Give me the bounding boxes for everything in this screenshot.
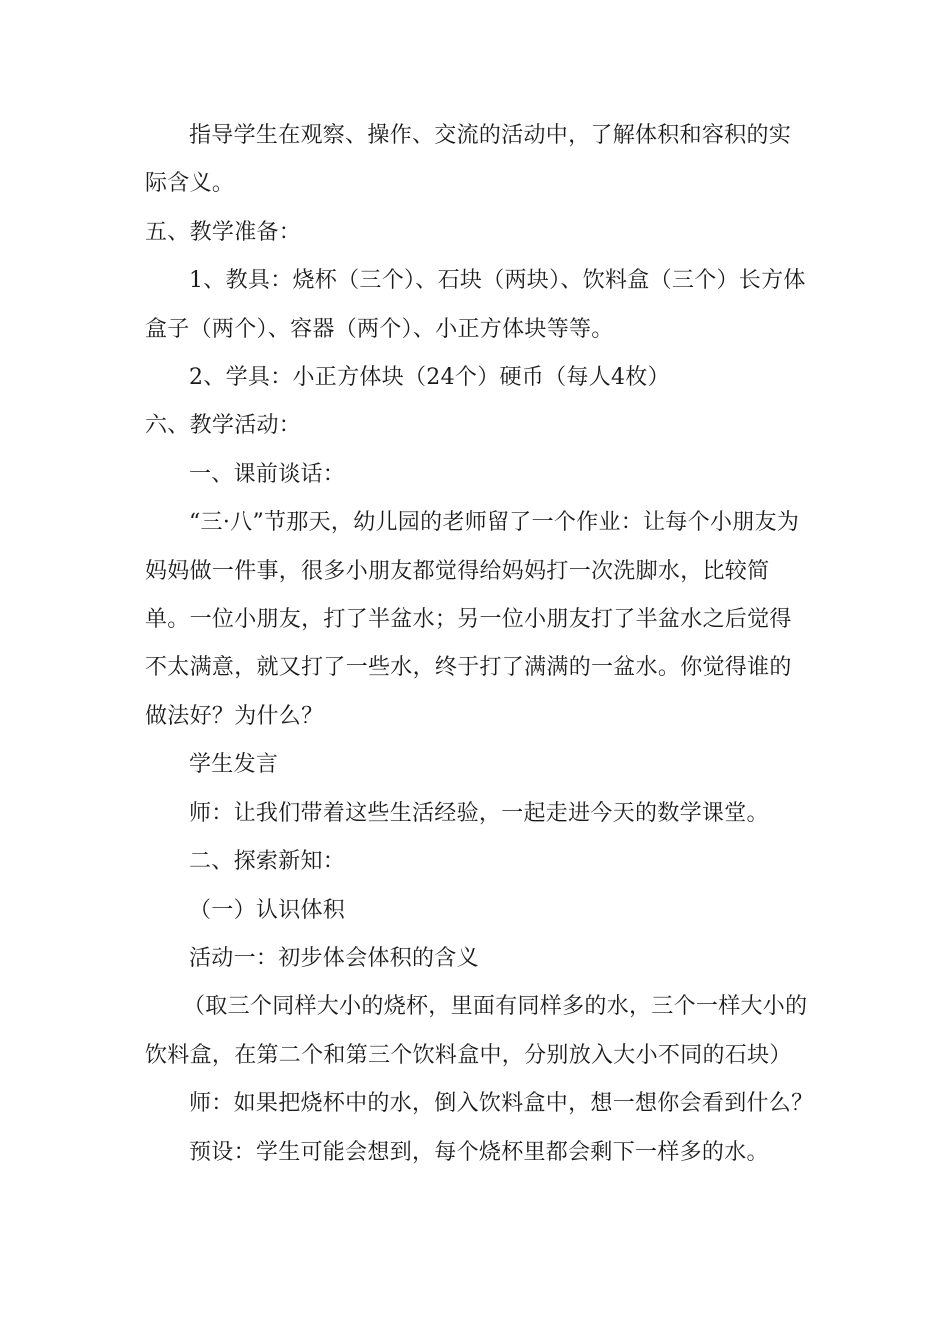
heading-teaching-preparation: 五、教学准备：	[145, 219, 302, 245]
paragraph-teaching-aids: 1、教具：烧杯（三个）、石块（两块）、饮料盒（三个）长方体盒子（两个）、容器（两个）、小正方体块等等。	[145, 268, 806, 342]
paragraph-learning-aids: 2、学具：小正方体块（24个）硬币（每人4枚）	[189, 365, 670, 391]
paragraph-objective: 指导学生在观察、操作、交流的活动中，了解体积和容积的实际含义。	[145, 123, 792, 197]
heading-teaching-activities: 六、教学活动：	[145, 413, 302, 439]
paragraph-student-speech: 学生发言	[189, 752, 279, 778]
paragraph-teacher-intro: 师：让我们带着这些生活经验，一起走进今天的数学课堂。	[189, 800, 769, 826]
subheading-understand-volume: （一）认识体积	[189, 897, 346, 923]
paragraph-materials-setup: （取三个同样大小的烧杯，里面有同样多的水，三个一样大小的饮料盒，在第二个和第三个饮料盒中，分别放入大小不同的石块）	[145, 994, 808, 1068]
subheading-explore-new-knowledge: 二、探索新知：	[189, 849, 346, 875]
paragraph-story: “三·八”节那天，幼儿园的老师留了一个作业：让每个小朋友为妈妈做一件事，很多小朋友都觉得给妈妈打一次洗脚水，比较简单。一位小朋友，打了半盆水；另一位小朋友打了半盆水之后觉得不太满意，就又打了一些水，终于打了满满的一盆水。你觉得谁的做法好？为什么？	[145, 510, 800, 729]
document-body	[145, 112, 814, 1177]
paragraph-prediction: 预设：学生可能会想到，每个烧杯里都会剩下一样多的水。	[189, 1139, 769, 1165]
subheading-activity-one: 活动一：初步体会体积的含义	[189, 945, 479, 971]
subheading-pre-class-talk: 一、课前谈话：	[189, 461, 346, 487]
paragraph-teacher-question: 师：如果把烧杯中的水，倒入饮料盒中，想一想你会看到什么？	[189, 1091, 814, 1117]
